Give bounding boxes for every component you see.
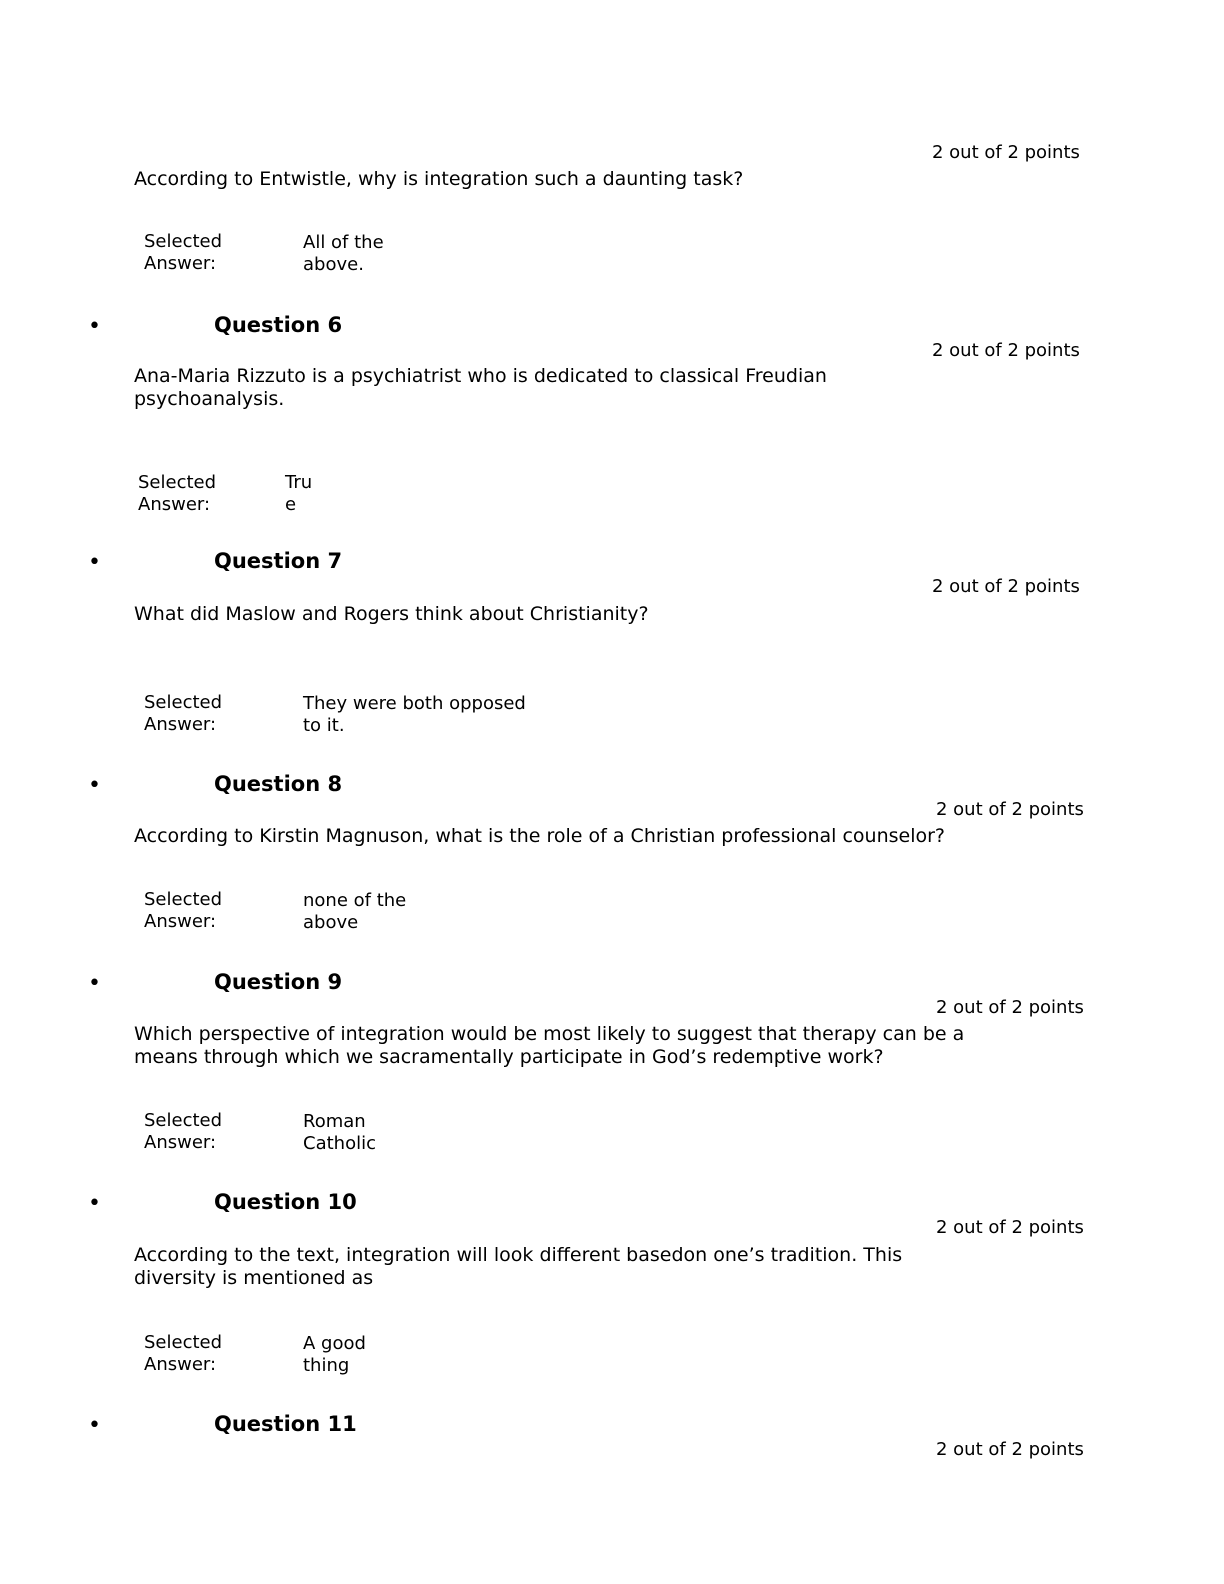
points-label: 2 out of 2 points <box>936 799 1084 820</box>
question-text: Which perspective of integration would be most likely to suggest that therapy can be a means through which we sacramentally participate in God’s redemptive work? <box>134 1023 965 1068</box>
question-title: Question 7 <box>214 549 343 573</box>
selected-answer-value: Roman Catholic <box>303 1111 376 1154</box>
question-title: Question 9 <box>214 970 343 994</box>
question-text: What did Maslow and Rogers think about Christianity? <box>134 603 649 625</box>
question-text: According to Kirstin Magnuson, what is the role of a Christian professional counselor? <box>134 825 946 847</box>
question-title: Question 8 <box>214 772 343 796</box>
question-title: Question 6 <box>214 313 343 337</box>
points-label: 2 out of 2 points <box>932 340 1080 361</box>
bullet-icon: • <box>88 550 101 575</box>
bullet-icon: • <box>88 1191 101 1216</box>
points-label: 2 out of 2 points <box>936 1439 1084 1460</box>
bullet-icon: • <box>88 1413 101 1438</box>
selected-answer-label: Selected Answer: <box>144 1332 223 1375</box>
selected-answer-label: Selected Answer: <box>138 472 217 515</box>
question-text: According to the text, integration will look different basedon one’s tradition. This diversity is mentioned as <box>134 1244 903 1289</box>
selected-answer-label: Selected Answer: <box>144 692 223 735</box>
selected-answer-value: They were both opposed to it. <box>303 693 526 736</box>
selected-answer-value: Tru e <box>285 472 313 515</box>
question-text: Ana-Maria Rizzuto is a psychiatrist who is dedicated to classical Freudian psychoanalysis. <box>134 365 827 410</box>
selected-answer-value: none of the above <box>303 890 407 933</box>
question-title: Question 11 <box>214 1412 357 1436</box>
bullet-icon: • <box>88 314 101 339</box>
bullet-icon: • <box>88 971 101 996</box>
bullet-icon: • <box>88 773 101 798</box>
selected-answer-value: All of the above. <box>303 232 384 275</box>
selected-answer-label: Selected Answer: <box>144 231 223 274</box>
question-text: According to Entwistle, why is integration such a daunting task? <box>134 168 744 190</box>
selected-answer-label: Selected Answer: <box>144 889 223 932</box>
question-title: Question 10 <box>214 1190 357 1214</box>
points-label: 2 out of 2 points <box>936 1217 1084 1238</box>
points-label: 2 out of 2 points <box>936 997 1084 1018</box>
selected-answer-label: Selected Answer: <box>144 1110 223 1153</box>
points-label: 2 out of 2 points <box>932 576 1080 597</box>
selected-answer-value: A good thing <box>303 1333 366 1376</box>
points-label: 2 out of 2 points <box>932 142 1080 163</box>
